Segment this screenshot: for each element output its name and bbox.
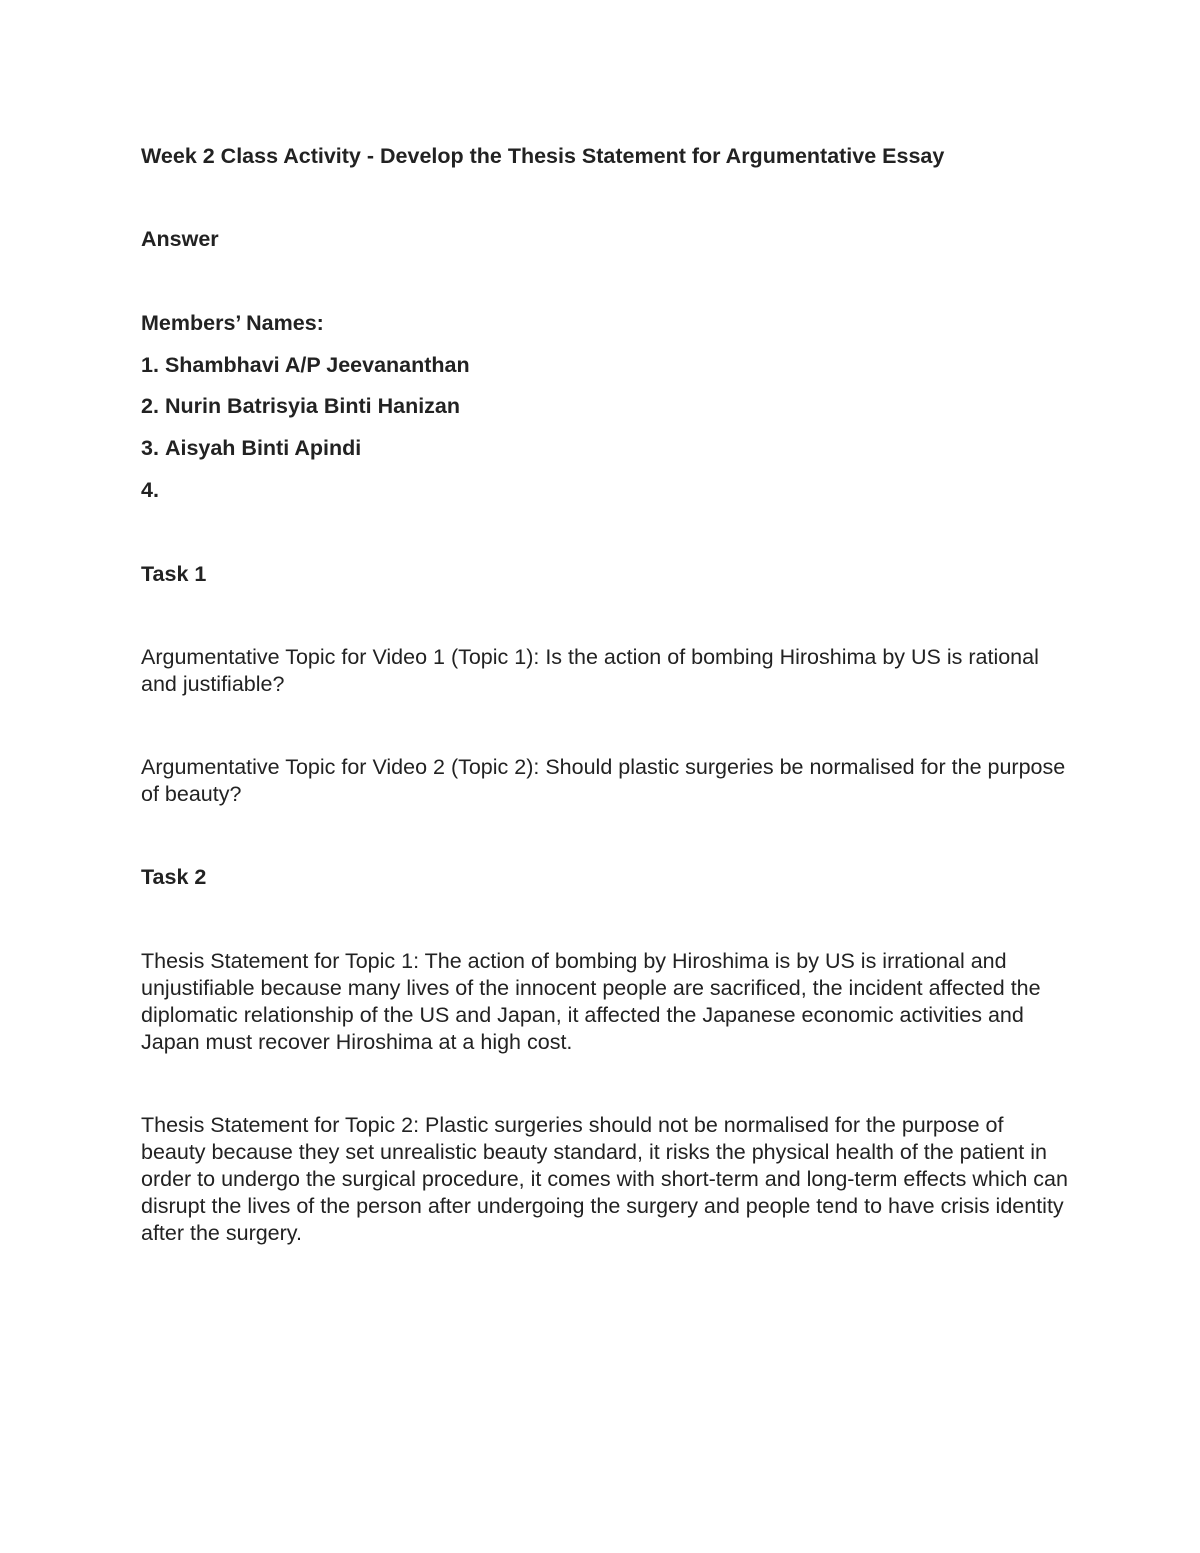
member-name: Shambhavi A/P Jeevananthan xyxy=(164,353,470,377)
member-number: 3. xyxy=(141,436,159,460)
member-item-1 xyxy=(141,352,470,379)
answer-label: Answer xyxy=(141,227,219,251)
task2-thesis2: Thesis Statement for Topic 2: Plastic surgeries should not be normalised for the purpose of beauty because they set unrealistic beauty standard, it risks the physical health of the patient in order to undergo the surgical procedure, it comes with short-term and long-term effects which can disrupt the lives of the person after undergoing the surgery and people tend to have crisis identity after the surgery. xyxy=(141,1113,1068,1245)
document-title: Week 2 Class Activity - Develop the Thesis Statement for Argumentative Essay xyxy=(141,144,945,168)
task1-heading: Task 1 xyxy=(141,562,207,586)
task1-topic1: Argumentative Topic for Video 1 (Topic 1): Is the action of bombing Hiroshima by US is rational and justifiable? xyxy=(141,645,1039,696)
member-number: 1. xyxy=(141,353,159,377)
task1-topic2: Argumentative Topic for Video 2 (Topic 2): Should plastic surgeries be normalised for the purpose of beauty? xyxy=(141,755,1066,806)
member-item-4 xyxy=(141,477,165,504)
member-item-2 xyxy=(141,393,460,420)
member-name: Nurin Batrisyia Binti Hanizan xyxy=(164,394,461,418)
member-number: 2. xyxy=(141,394,159,418)
member-item-3 xyxy=(141,435,361,462)
member-name: Aisyah Binti Apindi xyxy=(164,436,362,460)
task2-thesis1: Thesis Statement for Topic 1: The action of bombing by Hiroshima is by US is irrational and unjustifiable because many lives of the innocent people are sacrificed, the incident affected the diplomatic relationship of the US and Japan, it affected the Japanese economic activities and Japan must recover Hiroshima at a high cost. xyxy=(141,949,1041,1054)
task2-heading: Task 2 xyxy=(141,865,207,889)
members-heading: Members’ Names: xyxy=(141,311,324,335)
member-number: 4. xyxy=(141,478,159,502)
